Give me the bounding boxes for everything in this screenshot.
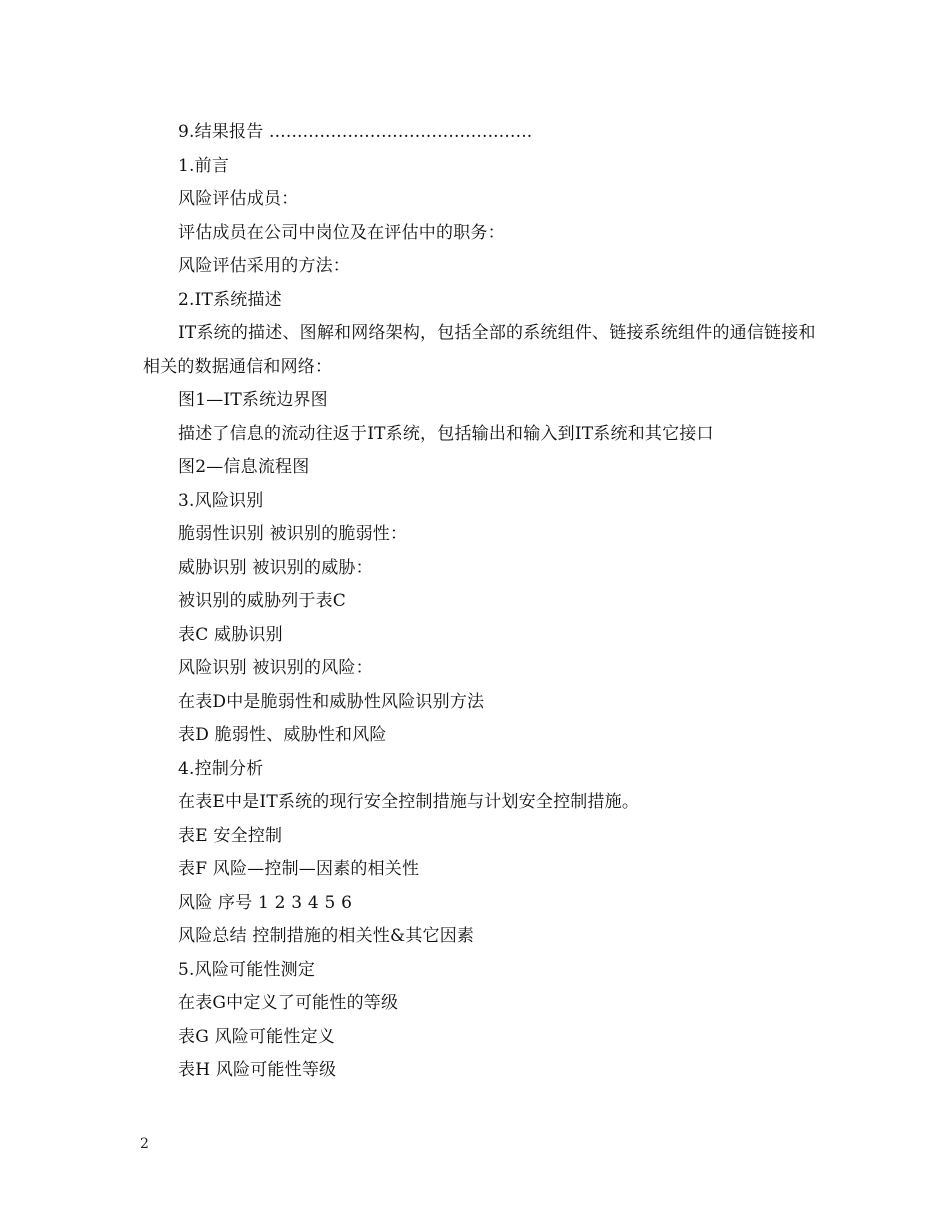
section-heading-likelihood: 5.风险可能性测定: [178, 959, 316, 980]
figure-caption-2: 图2—信息流程图: [178, 457, 310, 477]
section-heading-preface: 1.前言: [178, 155, 230, 176]
paragraph-line: 威胁识别 被识别的威胁：: [178, 557, 373, 578]
paragraph-line: 风险识别 被识别的风险：: [178, 658, 373, 678]
paragraph-line: 描述了信息的流动往返于IT系统，包括输出和输入到IT系统和其它接口: [178, 423, 714, 444]
table-caption-g: 表G 风险可能性定义: [178, 1026, 335, 1047]
paragraph-line: 评估成员在公司中岗位及在评估中的职务：: [178, 222, 505, 243]
figure-caption-1: 图1—IT系统边界图: [178, 390, 328, 410]
paragraph-line: 在表E中是IT系统的现行安全控制措施与计划安全控制措施。: [178, 792, 640, 812]
paragraph-line: 被识别的威胁列于表C: [178, 591, 347, 611]
table-caption-e: 表E 安全控制: [178, 825, 283, 846]
document-body: [143, 116, 823, 1088]
toc-entry-results-report: 9.结果报告 ...............................................: [178, 122, 533, 142]
paragraph-line: 风险评估采用的方法：: [178, 256, 350, 276]
table-header-row: 风险 序号 1 2 3 4 5 6: [178, 892, 353, 913]
table-caption-f: 表F 风险—控制—因素的相关性: [178, 859, 420, 879]
section-heading-it-system: 2.IT系统描述: [178, 289, 282, 310]
page-number: 2: [140, 1136, 149, 1152]
section-heading-control-analysis: 4.控制分析: [178, 758, 264, 779]
table-caption-h: 表H 风险可能性等级: [178, 1060, 337, 1080]
table-caption-c: 表C 威胁识别: [178, 624, 283, 645]
paragraph-it-system-description: IT系统的描述、图解和网络架构，包括全部的系统组件、链接系统组件的通信链接和相关的数据通信和网络：: [143, 323, 816, 377]
paragraph-line: 脆弱性识别 被识别的脆弱性：: [178, 524, 408, 544]
paragraph-line: 在表D中是脆弱性和威胁性风险识别方法: [178, 691, 485, 712]
paragraph-line: 风险总结 控制措施的相关性&其它因素: [178, 926, 475, 946]
table-caption-d: 表D 脆弱性、威胁性和风险: [178, 725, 387, 745]
section-heading-risk-identification: 3.风险识别: [178, 490, 264, 511]
paragraph-line: 风险评估成员：: [178, 189, 299, 209]
paragraph-line: 在表G中定义了可能性的等级: [178, 993, 399, 1013]
